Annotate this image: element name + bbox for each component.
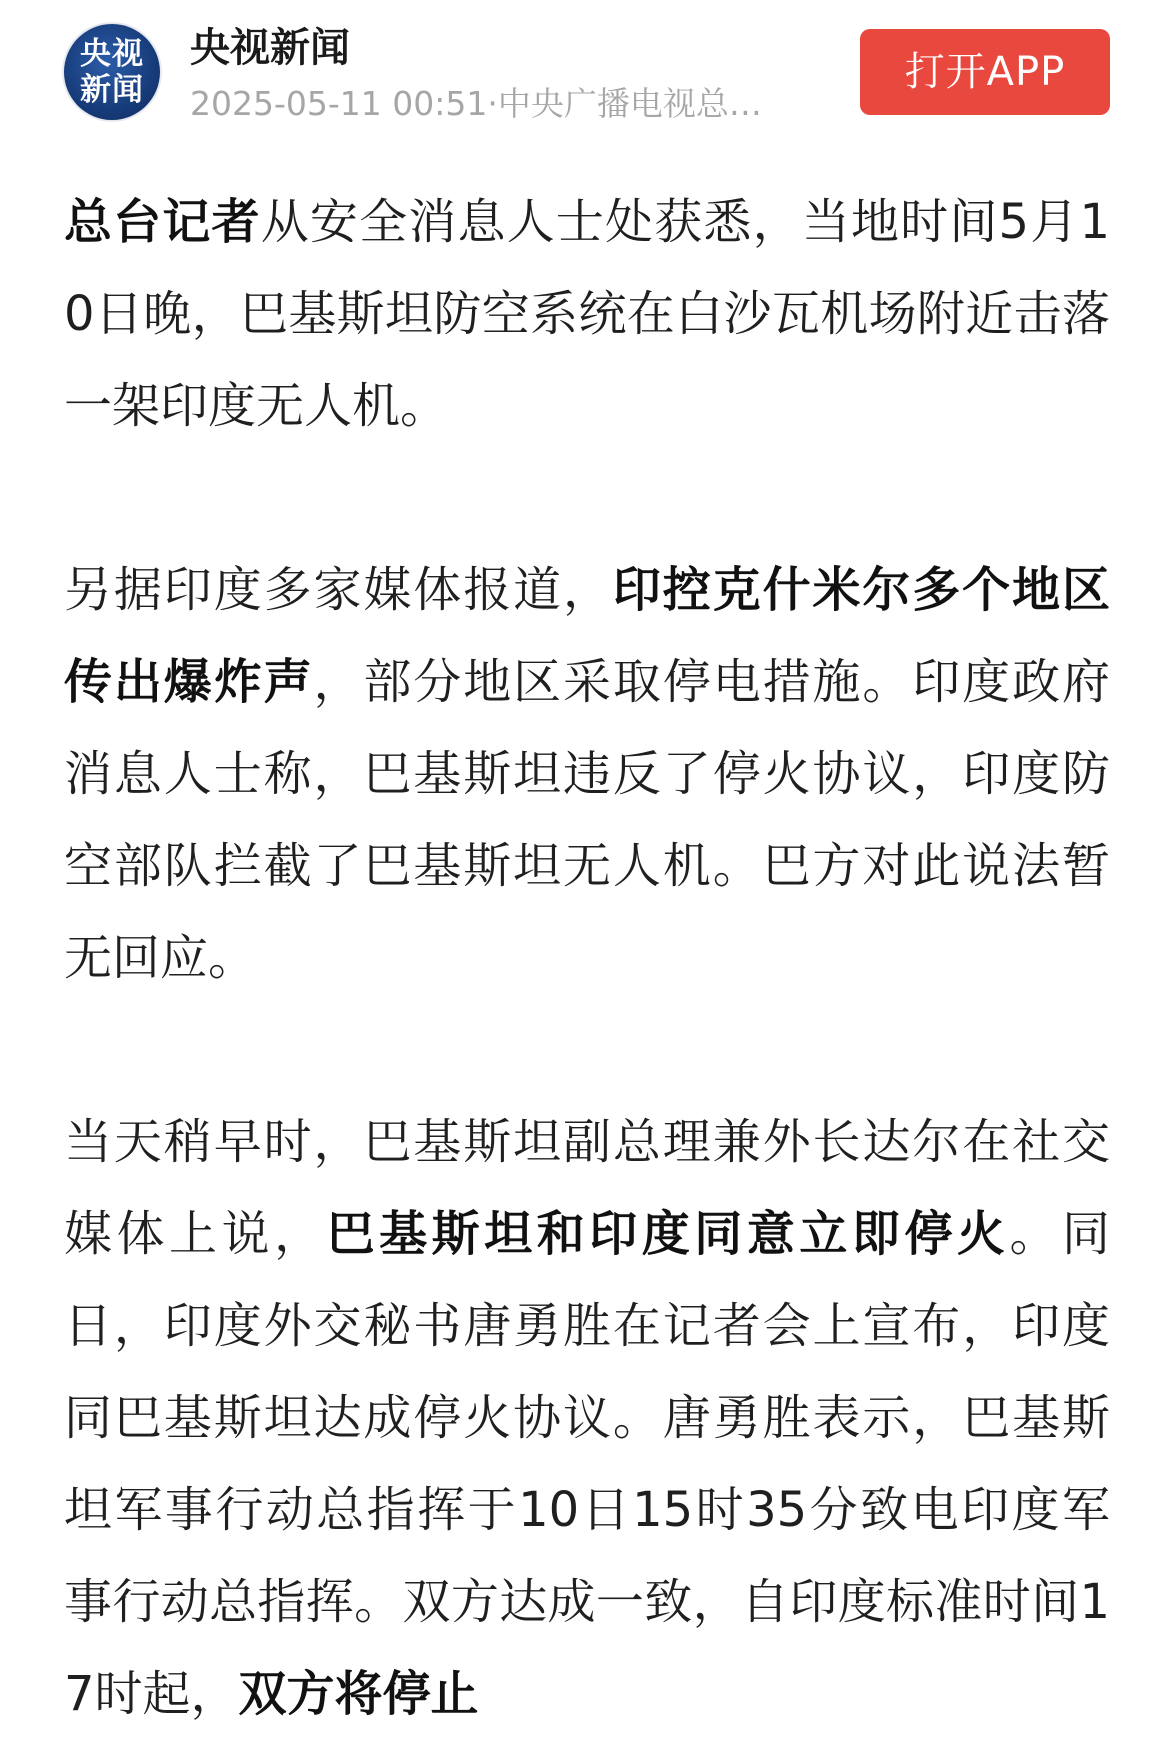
bold-lead: 总台记者 bbox=[64, 194, 261, 250]
paragraph-text: 当天稍早时，巴基斯坦副总理兼外长达尔在社交媒体上说， bbox=[64, 1114, 1110, 1262]
article-body bbox=[64, 176, 1110, 1722]
article-paragraph-3 bbox=[64, 1096, 1110, 1740]
article-paragraph-1 bbox=[64, 176, 1110, 452]
channel-name[interactable]: 央视新闻 bbox=[190, 25, 350, 71]
bold-highlight: 双方将停止 bbox=[238, 1666, 479, 1722]
open-app-button[interactable]: 打开APP bbox=[860, 29, 1110, 115]
article-paragraph-2 bbox=[64, 544, 1110, 1004]
channel-avatar[interactable] bbox=[64, 24, 160, 120]
paragraph-text: 。同日，印度外交秘书唐勇胜在记者会上宣布，印度同巴基斯坦达成停火协议。唐勇胜表示，巴基斯坦军事行动总指挥于10日15时35分致电印度军事行动总指挥。双方达成一致，自印度标准时间17时起， bbox=[64, 1206, 1110, 1722]
paragraph-text: ，部分地区采取停电措施。印度政府消息人士称，巴基斯坦违反了停火协议，印度防空部队拦截了巴基斯坦无人机。巴方对此说法暂无回应。 bbox=[64, 654, 1110, 986]
article-header bbox=[0, 0, 1170, 150]
publish-meta: 2025-05-11 00:51·中央广播电视总… bbox=[190, 84, 762, 123]
channel-logo-text: 央视新闻 bbox=[80, 36, 144, 108]
bold-highlight: 巴基斯坦和印度同意立即停火 bbox=[326, 1206, 1010, 1262]
bold-highlight: 印控克什米尔多个地区传出爆炸声 bbox=[64, 562, 1110, 710]
paragraph-text: 另据印度多家媒体报道， bbox=[64, 562, 613, 618]
paragraph-text: 从安全消息人士处获悉，当地时间5月10日晚，巴基斯坦防空系统在白沙瓦机场附近击落一架印度无人机。 bbox=[64, 194, 1110, 434]
